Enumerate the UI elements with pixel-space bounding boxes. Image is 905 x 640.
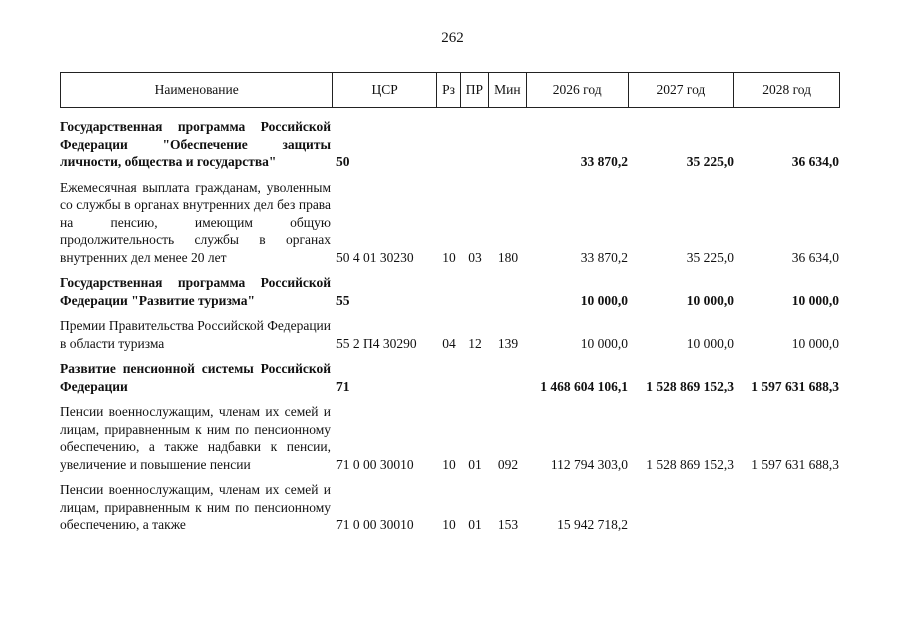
row-csr: 71 0 00 30010	[336, 517, 414, 532]
table-header	[60, 72, 840, 108]
row-2028: 10 000,0	[791, 292, 839, 308]
row-2026: 1 468 604 106,1	[540, 378, 628, 394]
row-csr: 50 4 01 30230	[336, 249, 414, 265]
row-name: Пенсии военнослужащим, членам их семей и лицам, приравненным к ним по пенсионному обеспечению, а также	[60, 482, 331, 532]
header-min: Мин	[489, 73, 527, 107]
row-name: Премии Правительства Российской Федерации в области туризма	[60, 318, 331, 351]
row-name: Развитие пенсионной системы Российской Федерации	[60, 361, 331, 394]
row-2026: 33 870,2	[580, 154, 628, 169]
row-2027: 10 000,0	[686, 335, 734, 351]
row-rz: 10	[442, 456, 456, 472]
row-csr: 71	[336, 378, 350, 394]
row-min: 092	[497, 456, 519, 472]
row-pr: 12	[468, 335, 482, 351]
row-rz: 10	[442, 517, 456, 532]
table-row	[60, 274, 840, 309]
row-2028: 36 634,0	[791, 249, 839, 265]
header-rz: Рз	[437, 73, 461, 107]
row-min: 139	[497, 335, 519, 351]
table-row	[60, 317, 840, 352]
row-name: Ежемесячная выплата гражданам, уволенным со службы в органах внутренних дел без права на пенсию, имеющим общую продолжительность службы в органах внутренних дел менее 20 лет	[60, 179, 331, 265]
table-body	[60, 118, 840, 542]
row-2027: 35 225,0	[686, 249, 734, 265]
header-year-2028: 2028 год	[762, 82, 812, 97]
table-row	[60, 118, 840, 171]
table-row	[60, 360, 840, 395]
row-pr: 03	[468, 249, 482, 265]
row-csr: 55 2 П4 30290	[336, 335, 417, 351]
row-2027: 35 225,0	[686, 154, 734, 169]
page-number: 262	[441, 30, 464, 46]
row-2028: 1 597 631 688,3	[751, 456, 839, 472]
row-2028: 10 000,0	[791, 335, 839, 351]
row-min: 153	[497, 517, 519, 532]
table-row	[60, 403, 840, 473]
header-name: Наименование	[61, 73, 333, 107]
row-name: Государственная программа Российской Федерации "Обеспечение защиты личности, общества и государства"	[60, 119, 331, 169]
header-year-2026: 2026 год	[527, 73, 629, 107]
header-year-2027: 2027 год	[629, 73, 735, 107]
header-csr: ЦСР	[333, 73, 437, 107]
row-pr: 01	[468, 517, 482, 532]
row-2028: 1 597 631 688,3	[751, 378, 839, 394]
row-rz: 04	[442, 335, 456, 351]
row-name: Пенсии военнослужащим, членам их семей и лицам, приравненным к ним по пенсионному обеспечению, а также надбавки к пенсии, увеличение и повышение пенсии	[60, 404, 331, 472]
row-csr: 55	[336, 292, 350, 308]
row-2027: 10 000,0	[686, 292, 734, 308]
table-row	[60, 179, 840, 267]
table-row	[60, 481, 840, 534]
row-2026: 15 942 718,2	[557, 517, 628, 532]
row-2028: 36 634,0	[791, 154, 839, 169]
row-name: Государственная программа Российской Федерации "Развитие туризма"	[60, 275, 331, 308]
row-min: 180	[497, 249, 519, 265]
row-pr: 01	[468, 456, 482, 472]
row-2027: 1 528 869 152,3	[646, 378, 734, 394]
row-csr: 71 0 00 30010	[336, 456, 414, 472]
row-2026: 10 000,0	[580, 292, 628, 308]
row-2027: 1 528 869 152,3	[646, 456, 734, 472]
row-2026: 33 870,2	[580, 249, 628, 265]
header-pr: ПР	[461, 73, 489, 107]
row-rz: 10	[442, 249, 456, 265]
row-2026: 10 000,0	[580, 335, 628, 351]
row-2026: 112 794 303,0	[550, 456, 628, 472]
row-csr: 50	[336, 154, 350, 169]
